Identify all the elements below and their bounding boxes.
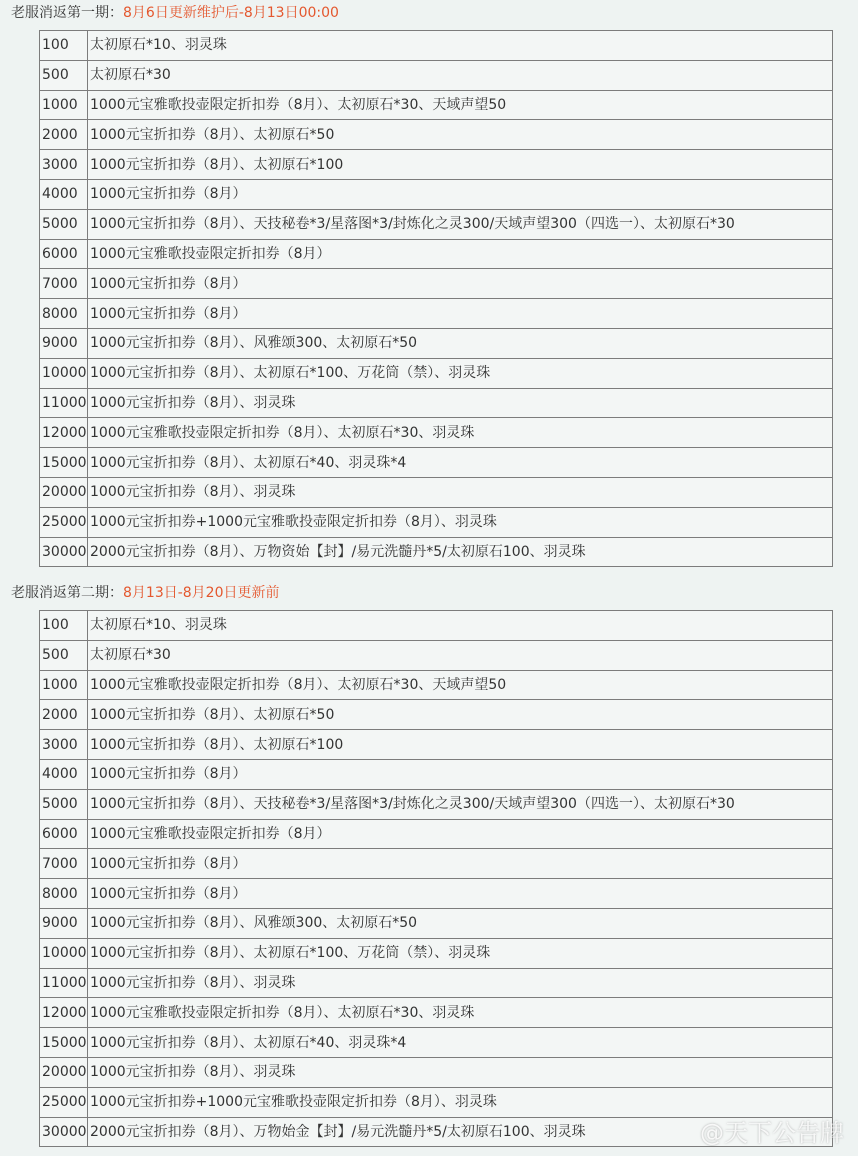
amount-cell: 2000 [40,700,88,730]
amount-cell: 6000 [40,819,88,849]
reward-cell: 1000元宝折扣券（8月）、太初原石*50 [88,120,833,150]
amount-cell: 9000 [40,908,88,938]
table-row [40,150,833,180]
reward-cell: 1000元宝折扣券（8月） [88,299,833,329]
section-1-period: 8月6日更新维护后-8月13日00:00 [123,5,339,21]
amount-cell: 20000 [40,1057,88,1087]
amount-cell: 2000 [40,120,88,150]
reward-cell: 1000元宝折扣券（8月）、风雅颂300、太初原石*50 [88,328,833,358]
amount-cell: 25000 [40,507,88,537]
amount-cell: 12000 [40,998,88,1028]
reward-cell: 太初原石*30 [88,640,833,670]
amount-cell: 9000 [40,328,88,358]
section-1-heading [11,3,339,23]
amount-cell: 100 [40,611,88,641]
section-2-reward-table [39,610,833,1147]
reward-cell: 太初原石*10、羽灵珠 [88,31,833,61]
amount-cell: 8000 [40,299,88,329]
table-row [40,908,833,938]
table-row [40,209,833,239]
table-row [40,730,833,760]
amount-cell: 500 [40,640,88,670]
table-row [40,120,833,150]
reward-cell: 1000元宝折扣券（8月） [88,269,833,299]
amount-cell: 100 [40,31,88,61]
amount-cell: 20000 [40,477,88,507]
section-2-heading [11,583,280,603]
table-row [40,507,833,537]
reward-cell: 1000元宝折扣券（8月）、太初原石*100、万花筒（禁）、羽灵珠 [88,938,833,968]
table-row [40,299,833,329]
amount-cell: 30000 [40,537,88,567]
amount-cell: 5000 [40,789,88,819]
table-row [40,388,833,418]
reward-cell: 1000元宝折扣券（8月）、太初原石*40、羽灵珠*4 [88,448,833,478]
amount-cell: 7000 [40,269,88,299]
table-row [40,968,833,998]
table-row [40,358,833,388]
reward-cell: 1000元宝折扣券+1000元宝雅歌投壶限定折扣券（8月）、羽灵珠 [88,507,833,537]
amount-cell: 4000 [40,179,88,209]
amount-cell: 10000 [40,358,88,388]
reward-cell: 2000元宝折扣券（8月）、万物始金【封】/易元洗髓丹*5/太初原石100、羽灵珠 [88,1117,833,1147]
amount-cell: 7000 [40,849,88,879]
reward-cell: 1000元宝雅歌投壶限定折扣券（8月）、太初原石*30、天域声望50 [88,670,833,700]
table-row [40,640,833,670]
reward-cell: 1000元宝折扣券（8月）、天技秘卷*3/星落图*3/封炼化之灵300/天域声望300（四选一）、太初原石*30 [88,209,833,239]
table-row [40,418,833,448]
reward-cell: 1000元宝雅歌投壶限定折扣券（8月） [88,819,833,849]
table-row [40,879,833,909]
reward-cell: 1000元宝雅歌投壶限定折扣券（8月）、太初原石*30、羽灵珠 [88,418,833,448]
table-row [40,700,833,730]
reward-cell: 1000元宝折扣券（8月）、风雅颂300、太初原石*50 [88,908,833,938]
table-row [40,998,833,1028]
reward-cell: 1000元宝折扣券（8月）、羽灵珠 [88,477,833,507]
table-row [40,789,833,819]
reward-cell: 1000元宝折扣券（8月）、羽灵珠 [88,1057,833,1087]
amount-cell: 10000 [40,938,88,968]
table-row [40,537,833,567]
section-1-label: 老服消返第一期： [11,5,123,21]
table-row [40,1028,833,1058]
amount-cell: 11000 [40,388,88,418]
table-row [40,611,833,641]
amount-cell: 15000 [40,1028,88,1058]
table-row [40,849,833,879]
amount-cell: 25000 [40,1087,88,1117]
table-row [40,819,833,849]
amount-cell: 1000 [40,670,88,700]
table-row [40,31,833,61]
amount-cell: 4000 [40,759,88,789]
amount-cell: 12000 [40,418,88,448]
table-row [40,90,833,120]
reward-cell: 1000元宝雅歌投壶限定折扣券（8月）、太初原石*30、羽灵珠 [88,998,833,1028]
reward-cell: 1000元宝雅歌投壶限定折扣券（8月） [88,239,833,269]
reward-cell: 1000元宝折扣券（8月）、羽灵珠 [88,388,833,418]
amount-cell: 1000 [40,90,88,120]
reward-cell: 太初原石*10、羽灵珠 [88,611,833,641]
amount-cell: 3000 [40,150,88,180]
reward-cell: 1000元宝折扣券（8月）、太初原石*100、万花筒（禁）、羽灵珠 [88,358,833,388]
watermark: @天下公告牌 [700,1119,844,1147]
reward-cell: 1000元宝折扣券（8月）、天技秘卷*3/星落图*3/封炼化之灵300/天域声望300（四选一）、太初原石*30 [88,789,833,819]
table-row [40,179,833,209]
reward-cell: 太初原石*30 [88,60,833,90]
table-row [40,670,833,700]
reward-cell: 1000元宝折扣券（8月）、太初原石*40、羽灵珠*4 [88,1028,833,1058]
amount-cell: 11000 [40,968,88,998]
reward-cell: 1000元宝折扣券（8月） [88,879,833,909]
table-row [40,477,833,507]
table-row [40,239,833,269]
table-row [40,328,833,358]
table-row [40,938,833,968]
table-row [40,1057,833,1087]
reward-cell: 1000元宝折扣券（8月）、羽灵珠 [88,968,833,998]
amount-cell: 30000 [40,1117,88,1147]
reward-cell: 1000元宝折扣券+1000元宝雅歌投壶限定折扣券（8月）、羽灵珠 [88,1087,833,1117]
amount-cell: 500 [40,60,88,90]
reward-cell: 1000元宝折扣券（8月）、太初原石*100 [88,150,833,180]
reward-cell: 1000元宝折扣券（8月） [88,179,833,209]
amount-cell: 5000 [40,209,88,239]
reward-cell: 1000元宝折扣券（8月）、太初原石*50 [88,700,833,730]
amount-cell: 15000 [40,448,88,478]
reward-cell: 1000元宝雅歌投壶限定折扣券（8月）、太初原石*30、天域声望50 [88,90,833,120]
table-row [40,448,833,478]
amount-cell: 6000 [40,239,88,269]
reward-cell: 2000元宝折扣券（8月）、万物资始【封】/易元洗髓丹*5/太初原石100、羽灵珠 [88,537,833,567]
reward-cell: 1000元宝折扣券（8月） [88,849,833,879]
section-1-reward-table [39,30,833,567]
reward-cell: 1000元宝折扣券（8月） [88,759,833,789]
table-row [40,60,833,90]
reward-cell: 1000元宝折扣券（8月）、太初原石*100 [88,730,833,760]
table-row [40,759,833,789]
amount-cell: 3000 [40,730,88,760]
section-2-label: 老服消返第二期： [11,585,123,601]
amount-cell: 8000 [40,879,88,909]
table-row [40,269,833,299]
section-2-period: 8月13日-8月20日更新前 [123,585,280,601]
